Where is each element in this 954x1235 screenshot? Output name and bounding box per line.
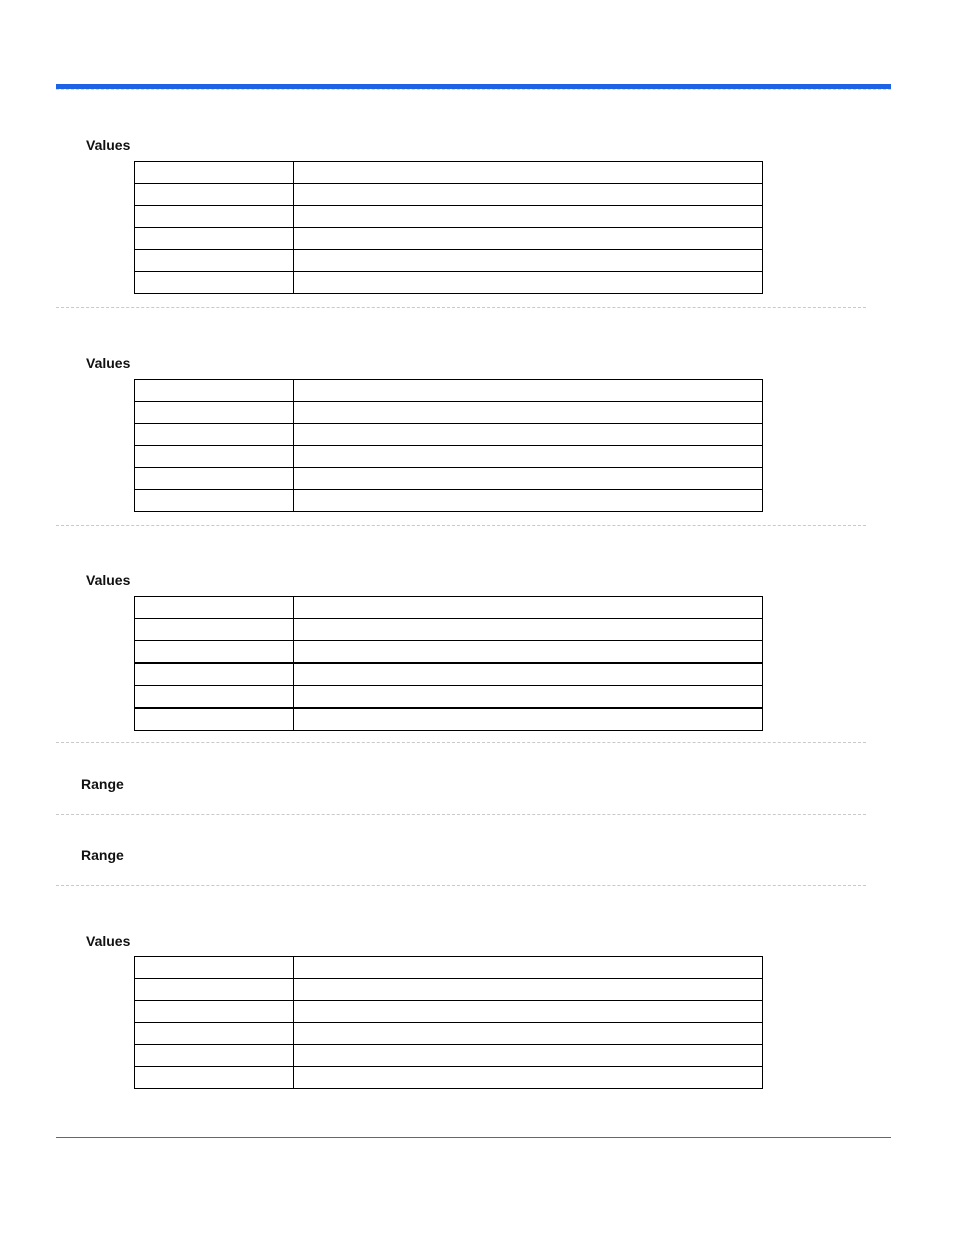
section-label-range: Range bbox=[81, 847, 124, 863]
table-row bbox=[135, 184, 763, 206]
table-row bbox=[135, 1023, 763, 1045]
table-row bbox=[135, 708, 763, 731]
table-cell bbox=[135, 1001, 294, 1023]
table-row bbox=[135, 619, 763, 641]
table-cell bbox=[135, 619, 294, 641]
table-cell bbox=[294, 1023, 763, 1045]
table-cell bbox=[135, 1023, 294, 1045]
section-divider bbox=[56, 885, 866, 886]
table-row bbox=[135, 162, 763, 184]
values-table bbox=[134, 379, 763, 512]
table-cell bbox=[294, 228, 763, 250]
table-row bbox=[135, 979, 763, 1001]
table-cell bbox=[294, 1001, 763, 1023]
values-table bbox=[134, 161, 763, 294]
table-cell bbox=[135, 184, 294, 206]
section-divider bbox=[56, 307, 866, 308]
table-cell bbox=[135, 663, 294, 686]
table-cell bbox=[294, 272, 763, 294]
table-cell bbox=[294, 979, 763, 1001]
table-row bbox=[135, 1067, 763, 1089]
table-row bbox=[135, 490, 763, 512]
section-label-values: Values bbox=[86, 355, 131, 371]
table-cell bbox=[294, 424, 763, 446]
table-cell bbox=[135, 272, 294, 294]
table-cell bbox=[294, 162, 763, 184]
table-cell bbox=[294, 641, 763, 664]
table-cell bbox=[135, 424, 294, 446]
table-cell bbox=[294, 708, 763, 731]
table-row bbox=[135, 663, 763, 686]
section-label-values: Values bbox=[86, 933, 131, 949]
table-row bbox=[135, 597, 763, 619]
table-cell bbox=[135, 1045, 294, 1067]
section-label-values: Values bbox=[86, 137, 131, 153]
table-cell bbox=[135, 228, 294, 250]
table-cell bbox=[294, 619, 763, 641]
table-row bbox=[135, 250, 763, 272]
table-cell bbox=[294, 663, 763, 686]
table-row bbox=[135, 957, 763, 979]
table-cell bbox=[135, 468, 294, 490]
values-table bbox=[134, 956, 763, 1089]
table-cell bbox=[135, 641, 294, 664]
section-divider bbox=[56, 814, 866, 815]
table-cell bbox=[135, 206, 294, 228]
table-cell bbox=[135, 402, 294, 424]
table-row bbox=[135, 206, 763, 228]
section-divider bbox=[56, 742, 866, 743]
table-cell bbox=[135, 250, 294, 272]
table-cell bbox=[135, 162, 294, 184]
table-cell bbox=[135, 446, 294, 468]
table-cell bbox=[135, 490, 294, 512]
section-label-range: Range bbox=[81, 776, 124, 792]
table-cell bbox=[294, 1045, 763, 1067]
values-table bbox=[134, 596, 763, 731]
table-cell bbox=[135, 380, 294, 402]
table-row bbox=[135, 380, 763, 402]
table-cell bbox=[294, 1067, 763, 1089]
table-cell bbox=[294, 184, 763, 206]
table-row bbox=[135, 272, 763, 294]
table-cell bbox=[294, 468, 763, 490]
table-cell bbox=[294, 446, 763, 468]
table-cell bbox=[294, 380, 763, 402]
table-cell bbox=[294, 490, 763, 512]
table-cell bbox=[135, 708, 294, 731]
table-row bbox=[135, 228, 763, 250]
table-cell bbox=[135, 979, 294, 1001]
table-cell bbox=[135, 686, 294, 709]
table-cell bbox=[294, 402, 763, 424]
section-label-values: Values bbox=[86, 572, 131, 588]
table-row bbox=[135, 641, 763, 664]
table-cell bbox=[294, 597, 763, 619]
table-cell bbox=[135, 957, 294, 979]
table-cell bbox=[135, 1067, 294, 1089]
table-row bbox=[135, 1045, 763, 1067]
table-row bbox=[135, 446, 763, 468]
table-row bbox=[135, 402, 763, 424]
table-cell bbox=[135, 597, 294, 619]
table-row bbox=[135, 424, 763, 446]
table-cell bbox=[294, 206, 763, 228]
footer-rule bbox=[56, 1137, 891, 1138]
section-divider bbox=[56, 525, 866, 526]
table-row bbox=[135, 686, 763, 709]
table-cell bbox=[294, 957, 763, 979]
header-rule-underline bbox=[56, 89, 891, 90]
table-cell bbox=[294, 686, 763, 709]
table-cell bbox=[294, 250, 763, 272]
table-row bbox=[135, 1001, 763, 1023]
table-row bbox=[135, 468, 763, 490]
